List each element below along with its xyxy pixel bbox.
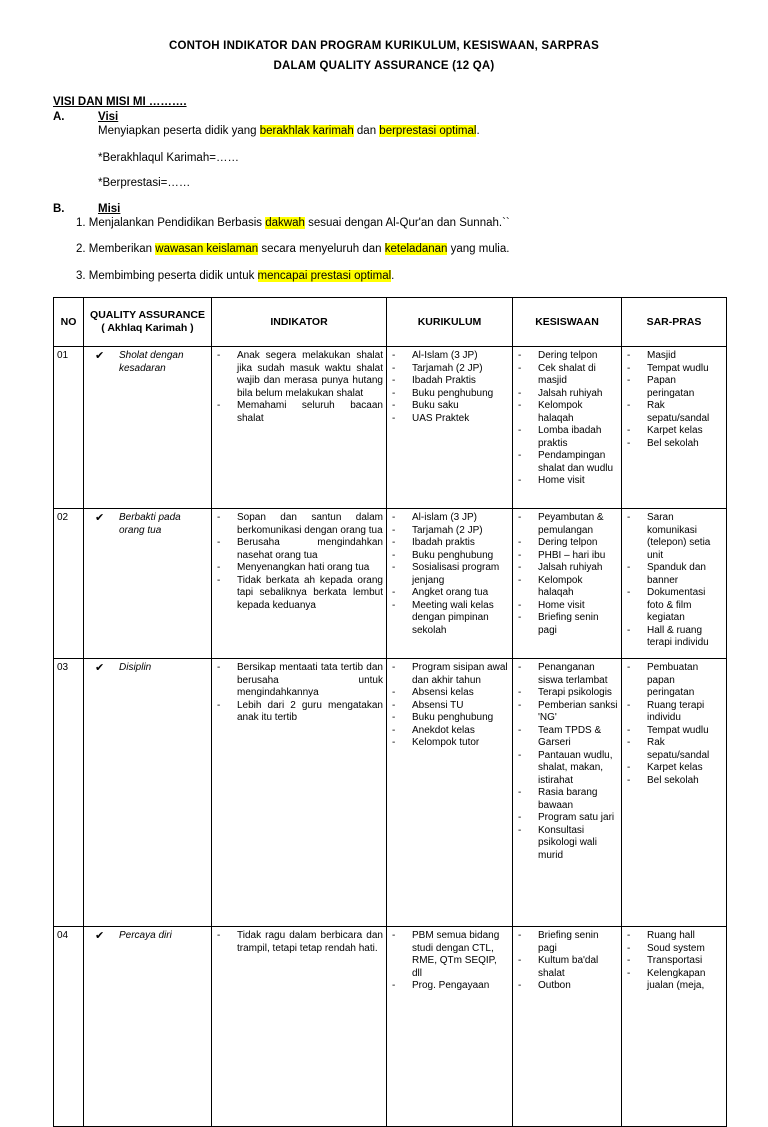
table-row: [54, 927, 727, 1127]
list-item: - Tempat wudlu: [625, 363, 723, 376]
quality-assurance-cell: [84, 509, 212, 659]
visi-note-akhlak: *Berakhlaqul Karimah=……: [98, 152, 239, 164]
visi-highlight-prestasi: berprestasi optimal: [379, 125, 477, 137]
list-item: - Rak sepatu/sandal: [625, 400, 723, 425]
row-number: 02: [54, 509, 84, 659]
list-item: - Soud system: [625, 943, 723, 956]
header-no: NO: [54, 298, 84, 347]
checkmark-icon: ✔: [95, 350, 105, 362]
quality-assurance-cell: [84, 347, 212, 509]
list-item: - Home visit: [516, 475, 618, 488]
list-item: - Home visit: [516, 600, 618, 613]
list-item: - Penanganan siswa terlambat: [516, 662, 618, 687]
list-item: - Briefing senin pagi: [516, 930, 618, 955]
list-item: - Saran komunikasi (telepon) setia unit: [625, 512, 723, 562]
misi-letter: B.: [53, 203, 65, 215]
list-item: - Ibadah Praktis: [390, 375, 509, 388]
list-item: - Dokumentasi foto & film kegiatan: [625, 587, 723, 625]
list-item: - Tarjamah (2 JP): [390, 363, 509, 376]
kesiswaan-cell: [513, 927, 622, 1127]
list-item: - Masjid: [625, 350, 723, 363]
sarpras-cell: [622, 659, 727, 927]
list-item: - Terapi psikologis: [516, 687, 618, 700]
quality-assurance-name: Berbakti pada orang tua: [119, 512, 181, 536]
list-item: - Ibadah praktis: [390, 537, 509, 550]
list-item: - Tempat wudlu: [625, 725, 723, 738]
visi-misi-heading: VISI DAN MISI MI ……….: [53, 96, 187, 108]
header-kesiswaan: KESISWAAN: [513, 298, 622, 347]
misi-heading: Misi: [98, 203, 121, 215]
list-item: - Pemberian sanksi 'NG': [516, 700, 618, 725]
list-item: - Jalsah ruhiyah: [516, 562, 618, 575]
sarpras-cell: [622, 927, 727, 1127]
list-item: - Bel sekolah: [625, 438, 723, 451]
quality-assurance-cell: [84, 659, 212, 927]
list-item: - Meeting wali kelas dengan pimpinan sekolah: [390, 600, 509, 638]
list-item: - Kelengkapan jualan (meja,: [625, 968, 723, 993]
table-row: [54, 509, 727, 659]
list-item: - Tarjamah (2 JP): [390, 525, 509, 538]
list-item: - Dering telpon: [516, 350, 618, 363]
list-item: - Prog. Pengayaan: [390, 980, 509, 993]
list-item: - Ruang hall: [625, 930, 723, 943]
list-item: - PBM semua bidang studi dengan CTL, RME, QTm SEQIP, dll: [390, 930, 509, 980]
list-item: - Buku penghubung: [390, 550, 509, 563]
kurikulum-cell: [387, 509, 513, 659]
list-item: - Anak segera melakukan shalat jika sudah masuk waktu shalat wajib dan merasa punya hutang bila belum melakukan shalat: [215, 350, 383, 400]
list-item: - Sopan dan santun dalam berkomunikasi dengan orang tua: [215, 512, 383, 537]
list-item: - Jalsah ruhiyah: [516, 388, 618, 401]
list-item: - Karpet kelas: [625, 425, 723, 438]
misi-item-2: 2. Memberikan wawasan keislaman secara menyeluruh dan keteladanan yang mulia.: [76, 243, 510, 255]
list-item: - Absensi TU: [390, 700, 509, 713]
checkmark-icon: ✔: [95, 662, 105, 674]
list-item: - Tidak ragu dalam berbicara dan trampil, tetapi tetap rendah hati.: [215, 930, 383, 955]
sarpras-cell: [622, 347, 727, 509]
list-item: - Kelompok halaqah: [516, 400, 618, 425]
list-item: - Cek shalat di masjid: [516, 363, 618, 388]
list-item: - Peyambutan & pemulangan: [516, 512, 618, 537]
table-row: [54, 659, 727, 927]
list-item: - Kultum ba'dal shalat: [516, 955, 618, 980]
row-number: 04: [54, 927, 84, 1127]
list-item: - Dering telpon: [516, 537, 618, 550]
list-item: - Sosialisasi program jenjang: [390, 562, 509, 587]
list-item: - Outbon: [516, 980, 618, 993]
row-number: 03: [54, 659, 84, 927]
visi-highlight-akhlak: berakhlak karimah: [259, 125, 354, 137]
kesiswaan-cell: [513, 659, 622, 927]
list-item: - Lebih dari 2 guru mengatakan anak itu tertib: [215, 700, 383, 725]
list-item: - PHBI – hari ibu: [516, 550, 618, 563]
list-item: - Buku saku: [390, 400, 509, 413]
list-item: - Transportasi: [625, 955, 723, 968]
table-header-row: [54, 298, 727, 347]
list-item: - Pembuatan papan peringatan: [625, 662, 723, 700]
row-number: 01: [54, 347, 84, 509]
indikator-cell: [212, 509, 387, 659]
list-item: - Hall & ruang terapi individu: [625, 625, 723, 650]
kesiswaan-cell: [513, 509, 622, 659]
list-item: - Team TPDS & Garseri: [516, 725, 618, 750]
list-item: - Al-Islam (3 JP): [390, 350, 509, 363]
document-title-line1: CONTOH INDIKATOR DAN PROGRAM KURIKULUM, KESISWAAN, SARPRAS: [168, 40, 600, 52]
list-item: - Papan peringatan: [625, 375, 723, 400]
list-item: - Buku penghubung: [390, 388, 509, 401]
quality-assurance-name: Percaya diri: [119, 930, 172, 941]
indikator-cell: [212, 659, 387, 927]
document-title-line2: DALAM QUALITY ASSURANCE (12 QA): [273, 60, 495, 72]
checkmark-icon: ✔: [95, 512, 105, 524]
sarpras-cell: [622, 509, 727, 659]
header-sarpras: SAR-PRAS: [622, 298, 727, 347]
list-item: - Absensi kelas: [390, 687, 509, 700]
list-item: - Bersikap mentaati tata tertib dan berusaha untuk mengindahkannya: [215, 662, 383, 700]
list-item: - Rasia barang bawaan: [516, 787, 618, 812]
indikator-cell: [212, 927, 387, 1127]
list-item: - Bel sekolah: [625, 775, 723, 788]
list-item: - Angket orang tua: [390, 587, 509, 600]
visi-text: Menyiapkan peserta didik yang berakhlak karimah dan berprestasi optimal.: [98, 125, 480, 137]
list-item: - Kelompok halaqah: [516, 575, 618, 600]
visi-heading: Visi: [98, 111, 119, 123]
list-item: - Konsultasi psikologi wali murid: [516, 825, 618, 863]
kurikulum-cell: [387, 347, 513, 509]
quality-assurance-name: Disiplin: [119, 662, 152, 673]
list-item: - Anekdot kelas: [390, 725, 509, 738]
kesiswaan-cell: [513, 347, 622, 509]
list-item: - Pendampingan shalat dan wudlu: [516, 450, 618, 475]
kurikulum-cell: [387, 659, 513, 927]
table-row: [54, 347, 727, 509]
list-item: - Menyenangkan hati orang tua: [215, 562, 383, 575]
header-quality-assurance: QUALITY ASSURANCE ( Akhlaq Karimah ): [84, 298, 212, 347]
list-item: - Memahami seluruh bacaan shalat: [215, 400, 383, 425]
checkmark-icon: ✔: [95, 930, 105, 942]
list-item: - Rak sepatu/sandal: [625, 737, 723, 762]
list-item: - Ruang terapi individu: [625, 700, 723, 725]
list-item: - Kelompok tutor: [390, 737, 509, 750]
misi-item-1: 1. Menjalankan Pendidikan Berbasis dakwah sesuai dengan Al-Qur'an dan Sunnah.``: [76, 217, 510, 229]
list-item: - Karpet kelas: [625, 762, 723, 775]
list-item: - Spanduk dan banner: [625, 562, 723, 587]
header-kurikulum: KURIKULUM: [387, 298, 513, 347]
list-item: - UAS Praktek: [390, 413, 509, 426]
visi-letter: A.: [53, 111, 65, 123]
list-item: - Program sisipan awal dan akhir tahun: [390, 662, 509, 687]
list-item: - Lomba ibadah praktis: [516, 425, 618, 450]
list-item: - Tidak berkata ah kepada orang tapi sebaliknya berkata lembut kepada keduanya: [215, 575, 383, 613]
quality-assurance-cell: [84, 927, 212, 1127]
list-item: - Berusaha mengindahkan nasehat orang tua: [215, 537, 383, 562]
misi-item-3: 3. Membimbing peserta didik untuk mencapai prestasi optimal.: [76, 270, 395, 282]
quality-assurance-table: [53, 297, 727, 1127]
list-item: - Briefing senin pagi: [516, 612, 618, 637]
header-indikator: INDIKATOR: [212, 298, 387, 347]
list-item: - Program satu jari: [516, 812, 618, 825]
list-item: - Al-islam (3 JP): [390, 512, 509, 525]
list-item: - Buku penghubung: [390, 712, 509, 725]
indikator-cell: [212, 347, 387, 509]
visi-note-prestasi: *Berprestasi=……: [98, 177, 191, 189]
quality-assurance-name: Sholat dengan kesadaran: [119, 350, 184, 374]
kurikulum-cell: [387, 927, 513, 1127]
list-item: - Pantauan wudlu, shalat, makan, istirahat: [516, 750, 618, 788]
